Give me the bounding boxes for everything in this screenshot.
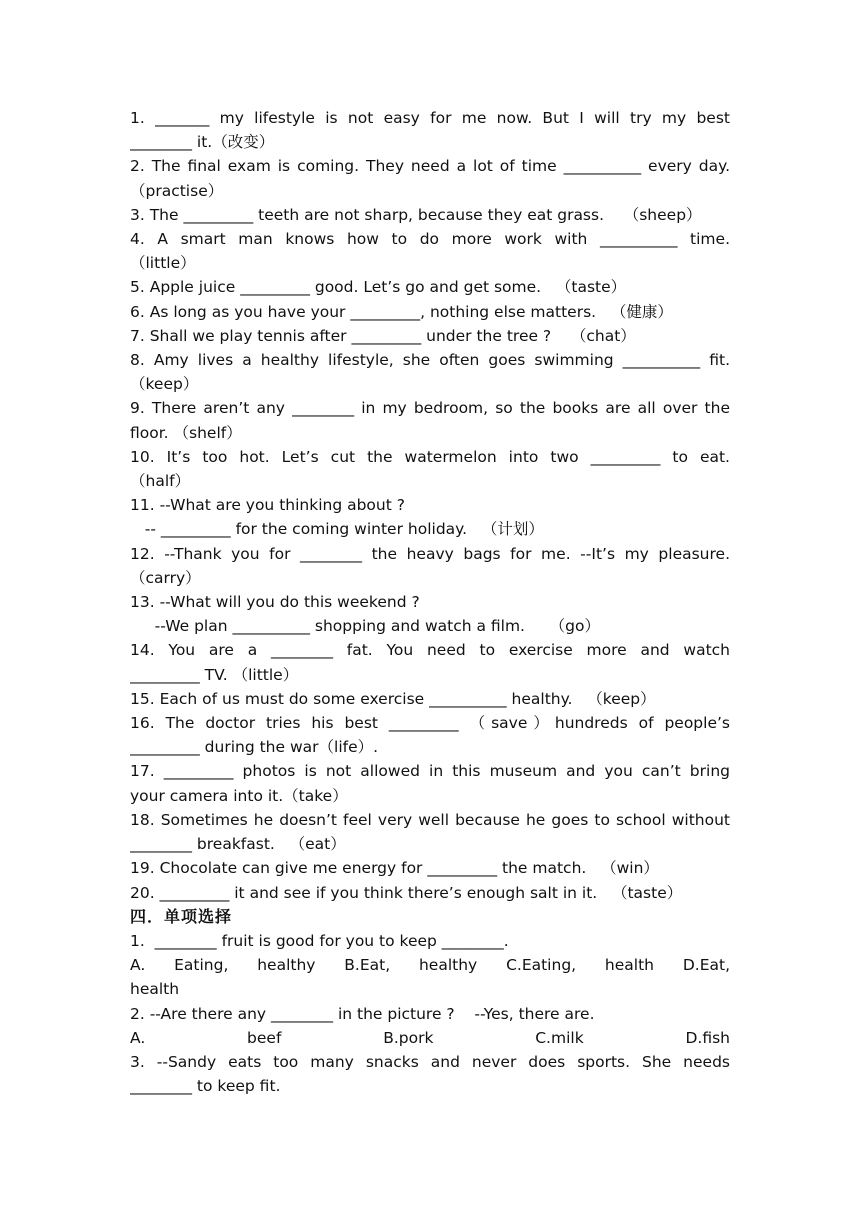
text-line: A. beef B.pork C.milk D.fish <box>130 1028 730 1047</box>
text-line: _________ during the war（life）. <box>130 738 379 757</box>
text-line: 18. Sometimes he doesn’t feel very well because he goes to school without <box>130 810 730 829</box>
text-line: ________ it.（改变） <box>130 133 275 152</box>
text-line: ________ to keep fit. <box>130 1077 281 1096</box>
text-line: （practise） <box>130 181 224 200</box>
text-line: --We plan __________ shopping and watch a film. （go） <box>130 617 600 636</box>
text-line: （little） <box>130 254 196 273</box>
text-line: 14. You are a ________ fat. You need to exercise more and watch <box>130 641 730 660</box>
text-line: 3. The _________ teeth are not sharp, because they eat grass. （sheep） <box>130 205 702 224</box>
section-heading: 四．单项选择 <box>130 906 233 926</box>
text-line: ________ breakfast. （eat） <box>130 835 346 854</box>
text-line: 20. _________ it and see if you think there’s enough salt in it. （taste） <box>130 883 683 902</box>
worksheet-page <box>130 106 730 1098</box>
text-line: 1. ________ fruit is good for you to keep ________. <box>130 931 509 950</box>
text-line: health <box>130 980 180 999</box>
text-line: 11. --What are you thinking about ? <box>130 496 405 515</box>
text-line: 16. The doctor tries his best _________ （save）hundreds of people’s <box>130 714 730 733</box>
text-line: 2. The final exam is coming. They need a lot of time __________ every day. <box>130 157 730 176</box>
text-line: （keep） <box>130 375 199 394</box>
text-line: floor. （shelf） <box>130 423 242 442</box>
text-line: 4. A smart man knows how to do more work with __________ time. <box>130 230 730 249</box>
text-line: 12. --Thank you for ________ the heavy bags for me. --It’s my pleasure. <box>130 544 730 563</box>
text-line: 8. Amy lives a healthy lifestyle, she often goes swimming __________ fit. <box>130 351 730 370</box>
text-line: 1. _______ my lifestyle is not easy for me now. But I will try my best <box>130 109 730 127</box>
text-line: 17. _________ photos is not allowed in this museum and you can’t bring <box>130 762 730 781</box>
text-line: 19. Chocolate can give me energy for _________ the match. （win） <box>130 859 659 878</box>
text-line: 13. --What will you do this weekend ? <box>130 593 420 612</box>
text-line: 7. Shall we play tennis after _________ under the tree ? （chat） <box>130 326 636 345</box>
text-line: （carry） <box>130 568 201 587</box>
text-line: -- _________ for the coming winter holiday. （计划） <box>130 520 544 539</box>
text-line: 10. It’s too hot. Let’s cut the watermelon into two _________ to eat. <box>130 447 730 466</box>
text-line: _________ TV. （little） <box>130 665 299 684</box>
text-line: 5. Apple juice _________ good. Let’s go and get some. （taste） <box>130 278 627 297</box>
text-line: 2. --Are there any ________ in the picture ? --Yes, there are. <box>130 1004 595 1023</box>
text-line: 9. There aren’t any ________ in my bedroom, so the books are all over the <box>130 399 730 418</box>
text-line: （half） <box>130 472 191 491</box>
text-line: 6. As long as you have your _________, nothing else matters. （健康） <box>130 302 673 321</box>
text-line: A. Eating, healthy B.Eat, healthy C.Eating, health D.Eat, <box>130 956 730 975</box>
text-line: 15. Each of us must do some exercise __________ healthy. （keep） <box>130 689 656 708</box>
text-line: your camera into it.（take） <box>130 786 348 805</box>
text-line: 3. --Sandy eats too many snacks and never does sports. She needs <box>130 1052 730 1071</box>
